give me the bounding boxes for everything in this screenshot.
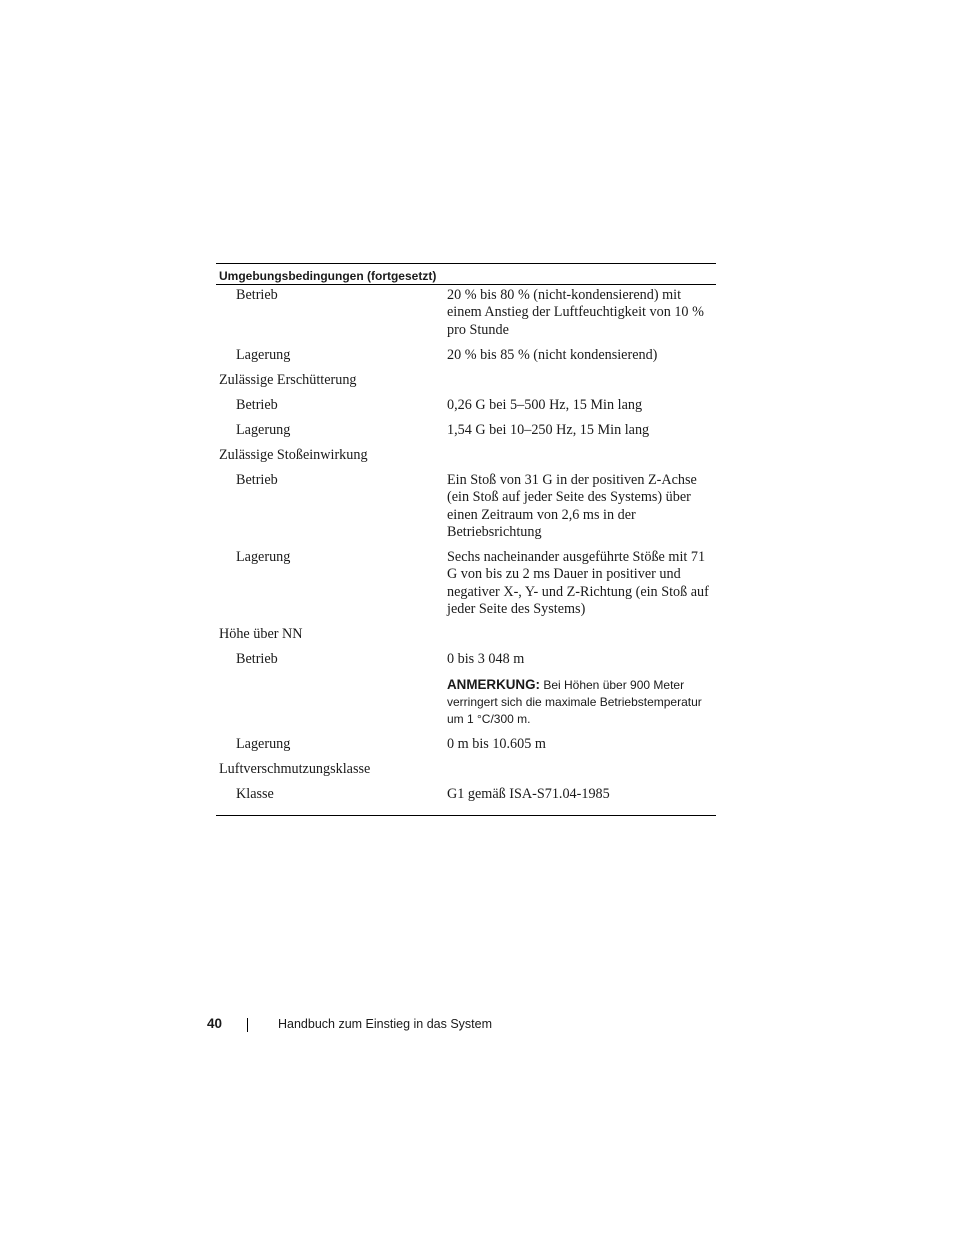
section-label: Zulässige Erschütterung <box>219 371 357 388</box>
row-label <box>216 676 447 728</box>
row-label: Betrieb <box>236 471 278 488</box>
page-number: 40 <box>207 1016 223 1031</box>
table-row <box>216 786 716 803</box>
row-label: Lagerung <box>236 735 291 752</box>
row-label: Betrieb <box>236 651 278 668</box>
table-section-row <box>216 761 716 778</box>
note-label: ANMERKUNG: <box>447 677 540 693</box>
row-label: Klasse <box>236 785 274 802</box>
row-value: 0,26 G bei 5–500 Hz, 15 Min lang <box>447 396 643 413</box>
table-body <box>216 285 716 803</box>
table-section-row <box>216 447 716 464</box>
row-value: 1,54 G bei 10–250 Hz, 15 Min lang <box>447 421 650 438</box>
row-value: Sechs nacheinander ausgeführte Stöße mit 71 G von bis zu 2 ms Dauer in positiver und negativer X-, Y- und Z-Richtung (ein Stoß auf jeder Seite des Systems) <box>447 549 709 618</box>
row-value <box>447 372 716 389</box>
row-value: G1 gemäß ISA-S71.04-1985 <box>447 785 610 802</box>
row-label: Betrieb <box>236 396 278 413</box>
table-row <box>216 347 716 364</box>
environment-specs-table <box>216 263 716 816</box>
row-value: 0 m bis 10.605 m <box>447 735 546 752</box>
table-header: Umgebungsbedingungen (fortgesetzt) <box>216 264 716 285</box>
section-label: Höhe über NN <box>219 626 303 643</box>
row-label: Lagerung <box>236 549 291 566</box>
row-value: Ein Stoß von 31 G in der positiven Z-Achse (ein Stoß auf jeder Seite des Systems) über einen Zeitraum von 2,6 ms in der Betriebsrichtung <box>447 471 697 541</box>
table-row <box>216 651 716 668</box>
row-label: Lagerung <box>236 421 291 438</box>
row-value: 20 % bis 80 % (nicht-kondensierend) mit einem Anstieg der Luftfeuchtigkeit von 10 % pro Stunde <box>447 287 704 338</box>
footer-separator <box>247 1018 248 1032</box>
row-label: Lagerung <box>236 346 291 363</box>
table-row <box>216 549 716 619</box>
section-label: Luftverschmutzungsklasse <box>219 760 371 777</box>
document-title: Handbuch zum Einstieg in das System <box>278 1017 492 1031</box>
row-value: 20 % bis 85 % (nicht kondensierend) <box>447 346 658 363</box>
note-text: Bei Höhen über 900 Meter verringert sich die maximale Betriebstemperatur um 1 °C/300 m. <box>447 678 702 727</box>
altitude-note <box>447 676 716 728</box>
table-row <box>216 422 716 439</box>
table-row <box>216 472 716 542</box>
row-label: Betrieb <box>236 287 278 303</box>
table-row <box>216 736 716 753</box>
table-row <box>216 397 716 414</box>
row-value: 0 bis 3 048 m <box>447 651 525 668</box>
table-row-note <box>216 676 716 728</box>
row-value <box>447 447 716 464</box>
section-label: Zulässige Stoßeinwirkung <box>219 446 368 463</box>
row-value <box>447 761 716 778</box>
table-section-row <box>216 626 716 643</box>
table-section-row <box>216 372 716 389</box>
row-value <box>447 626 716 643</box>
table-row <box>216 287 716 339</box>
